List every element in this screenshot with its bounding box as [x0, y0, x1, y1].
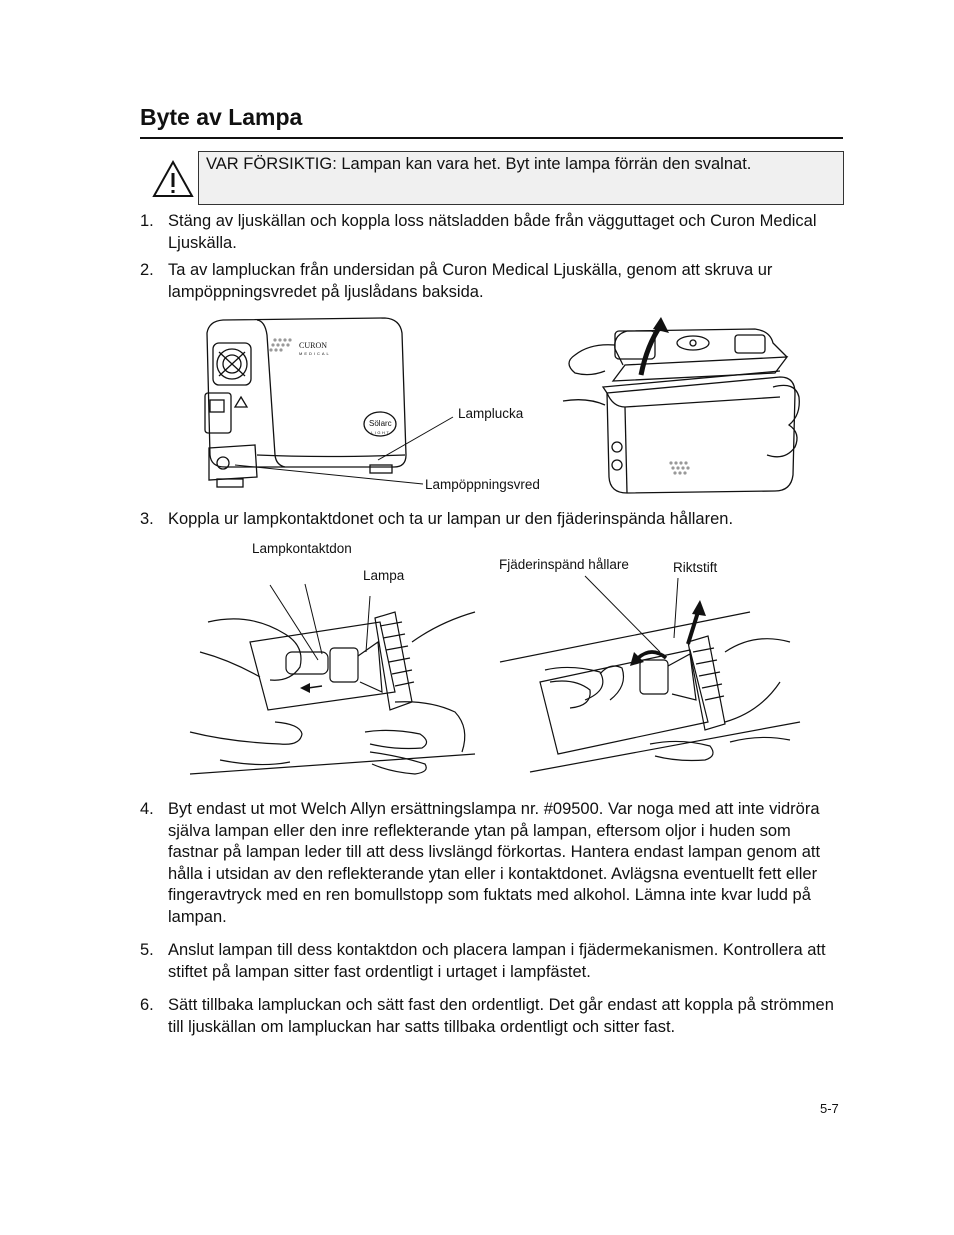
- hands-connector-illustration: [190, 612, 475, 774]
- title-rule: [140, 137, 843, 139]
- step-number: 3.: [140, 510, 154, 528]
- step-number: 1.: [140, 212, 154, 230]
- step-6: [140, 995, 842, 1038]
- step-number: 2.: [140, 261, 154, 279]
- step-text: Anslut lampan till dess kontaktdon och placera lampan i fjädermekanismen. Kontrollera att stiftet på lampan sitter fast ordentligt i urtaget i lampfästet.: [168, 941, 826, 981]
- lift-arrow-icon: [641, 325, 661, 375]
- light-source-cover-open-illustration: [563, 329, 799, 493]
- step-5: [140, 940, 842, 983]
- step-1: [140, 211, 842, 254]
- rotate-arrow-icon: [638, 652, 666, 658]
- device-model-text: Sölarc: [369, 419, 392, 428]
- page-title: Byte av Lampa: [140, 104, 303, 130]
- callout-connector: Lampkontaktdon: [252, 541, 352, 556]
- up-arrowhead-icon: [692, 600, 706, 616]
- callout-lamp: Lampa: [363, 568, 405, 583]
- device-model-subtext: LIGHT: [371, 430, 391, 435]
- step-2: [140, 260, 842, 303]
- callout-holder: Fjäderinspänd hållare: [499, 557, 629, 572]
- step-text: Byt endast ut mot Welch Allyn ersättningslampa nr. #09500. Var noga med att inte vidröra själva lampan eller den inre reflekterande ytan på lampan, eftersom oljor i huden som fastnar på lampan leder till att dess livslängd förkortas. Hantera endast lampan genom att hålla i utsidan av den reflekterande ytan eller i kontaktdonet. Avlägsna eventuellt fett eller fingeravtryck med en ren bomullstopp som fuktats med alkohol. Lämna inte kvar ludd på lampan.: [168, 800, 821, 926]
- pull-arrow-icon: [300, 683, 310, 693]
- callout-lamp-cover: Lamplucka: [458, 406, 524, 421]
- step-number: 6.: [140, 996, 154, 1014]
- step-3: [140, 509, 842, 531]
- leader-lamp-knob: [235, 465, 423, 484]
- device-brand-text: CURON: [299, 341, 328, 350]
- callout-lamp-knob: Lampöppningsvred: [425, 477, 540, 492]
- caution-box: VAR FÖRSIKTIG: Lampan kan vara het. Byt inte lampa förrän den svalnat.: [198, 151, 844, 205]
- callout-pin: Riktstift: [673, 560, 718, 575]
- device-brand-subtext: MEDICAL: [299, 351, 331, 356]
- hands-holder-illustration: [500, 612, 800, 772]
- step-number: 4.: [140, 800, 154, 818]
- step-text: Koppla ur lampkontaktdonet och ta ur lampan ur den fjäderinspända hållaren.: [168, 510, 734, 528]
- page-number: 5-7: [820, 1101, 839, 1116]
- step-number: 5.: [140, 941, 154, 959]
- step-text: Sätt tillbaka lampluckan och sätt fast den ordentligt. Det går endast att koppla på strömmen till ljuskällan om lampluckan har satts tillbaka ordentligt och sitter fast.: [168, 996, 834, 1036]
- warning-triangle-icon: [152, 160, 194, 198]
- step-4: [140, 799, 842, 928]
- figure-lamp-removal: [190, 582, 815, 792]
- step-text: Stäng av ljuskällan och koppla loss nätsladden både från vägguttaget och Curon Medical Ljuskälla.: [168, 212, 817, 252]
- step-text: Ta av lampluckan från undersidan på Curon Medical Ljuskälla, genom att skruva ur lampöppningsvredet på ljuslådans baksida.: [168, 261, 773, 301]
